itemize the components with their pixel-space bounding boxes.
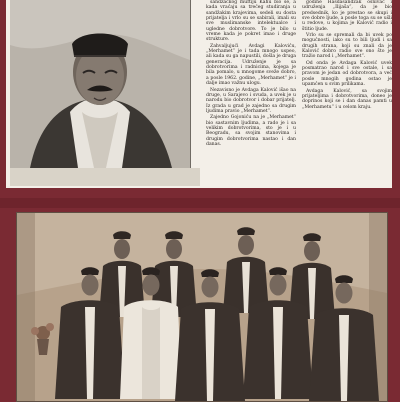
article-paragraph: sandžačkog muftiju Kahu bio se, a kada vraćaju sa trećeg studiranja u sandžakim krajevima, sedeli su dosta prijatelja i vrlo su se sabirali, imali su sve muslimanske intelektualce i ugledne dobrotvore. To je bilo u vreme kada je pokret imao i druge strukture. bbox=[206, 0, 296, 43]
article-column-right bbox=[302, 0, 392, 186]
group-photo bbox=[16, 212, 388, 402]
article-paragraph: Avdaga Kalović, sa svojim prijateljima i dobrotvorima, doneo je doprinos koji se i dan danas pamti u „Merhametu“ i u celom kraju. bbox=[302, 88, 392, 110]
group-photo-illustration bbox=[17, 213, 387, 401]
page-divider bbox=[0, 198, 400, 208]
article-columns bbox=[206, 0, 392, 186]
article-paragraph: Vrlo su se spremali da bi uvek po mogućnosti, iako su to bili ljudi i sa drugih strana, koji su znali da je Kalović dobro radio sve ono što je tražio narod i „Merhamet“. bbox=[302, 33, 392, 60]
caption-strip bbox=[10, 168, 200, 186]
article-paragraph: Zahvaljujući Avdagi Kaloviću, „Merhamet“ je i tada mnogo uspeo, ali kada su ga napustili, došla je druga generacija. Udruženje je sa dobrotvorima i radnicima, kojega je bila pomalo, u mnogome sveže dobro, a posle 1962. godine, „Merhamet“ je i dalje imao važnu ulogu. bbox=[206, 43, 296, 87]
top-page-area bbox=[0, 0, 400, 198]
article-paragraph: godine Hasdasandžak osnivač i udruženja „Ilijaša“, da je bio predsednik, ko je prestao se skupi i sve dobre ljude, a posle toga su se ušli u redove, u kojima je Kalović radio i štitio ljude. bbox=[302, 0, 392, 32]
portrait-photo bbox=[10, 0, 191, 168]
portrait-illustration bbox=[10, 0, 190, 168]
article-paragraph: Zajedno Gojoniću na je „Merhamet“ bio sastavnim ljudima, a rado je i sa velikim dobrotvorima, sto je i u Beogradu, sa svojim stanovima i drugim dobrotvorima nastao i dan danas. bbox=[206, 115, 296, 147]
article-paragraph: Od onda je Avdaga Kalović uvek posmatrao narod i sve ostale, i sa pravom je jedan od dobrotvora, a već posle mnogih godina ostao je upamćen u svim prilikama. bbox=[302, 60, 392, 88]
article-paragraph: Nezavisno je Avdaga Kalović išao na druge, u Sarajevo i svuda, a uvek je u narodu bio dobrotvor i dobar prijatelj. Iz grada u grad je zajedno sa drugim ljudima pravio „Merhamet“. bbox=[206, 87, 296, 114]
article-column-left bbox=[206, 0, 296, 186]
